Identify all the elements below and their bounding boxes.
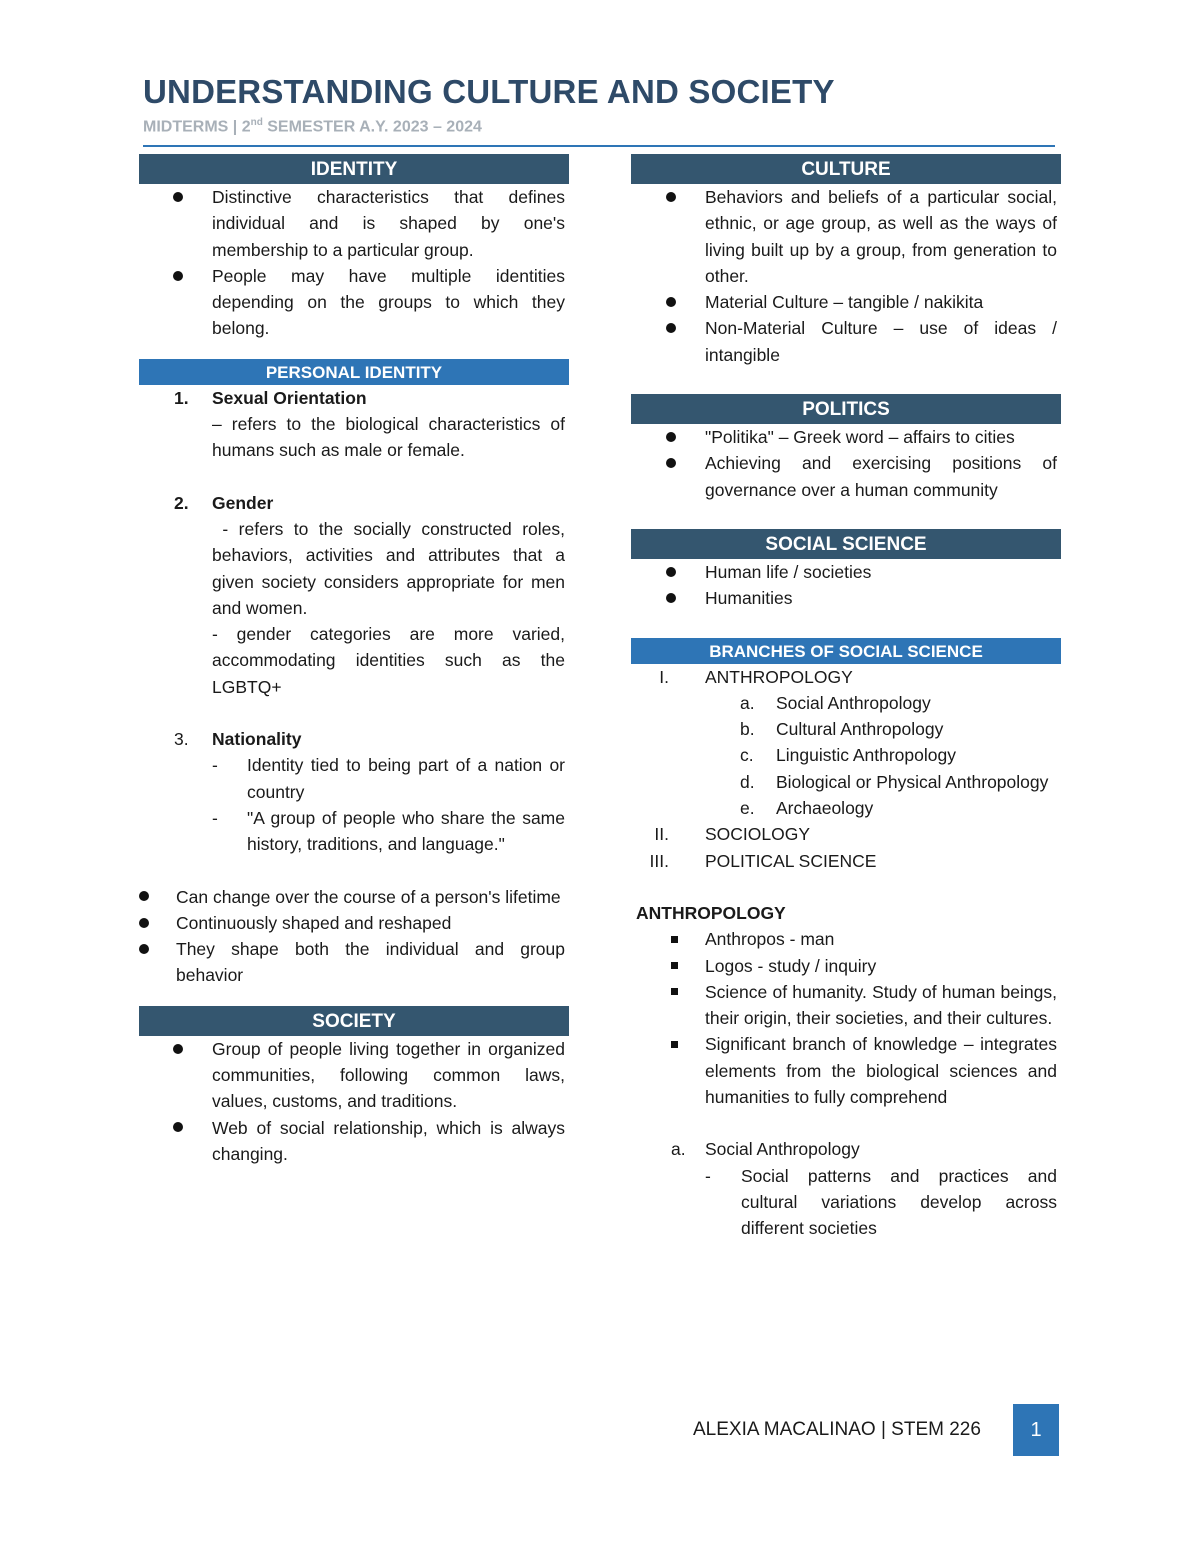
list-letter: c. [740, 745, 754, 766]
list-item-text: Cultural Anthropology [776, 719, 944, 740]
list-item-description: - gender categories are more varied, accommodating identities such as the LGBTQ+ [212, 624, 565, 697]
list-item [740, 742, 1057, 768]
list-letter: a. [740, 692, 755, 713]
list-item-text: Web of social relationship, which is always changing. [212, 1117, 565, 1164]
list-item [631, 664, 1057, 690]
list-item-text: Logos - study / inquiry [705, 955, 877, 976]
page-number: 1 [1013, 1404, 1059, 1456]
list-item-description: – refers to the biological characteristics of humans such as male or female. [212, 414, 565, 461]
anthropology-bullets [631, 926, 1061, 1110]
list-item-text: Anthropos - man [705, 929, 835, 950]
bullet-icon [139, 936, 176, 989]
list-item [139, 884, 565, 910]
culture-heading: CULTURE [631, 154, 1061, 184]
list-item-text: Continuously shaped and reshaped [176, 912, 452, 933]
society-heading: SOCIETY [139, 1006, 569, 1036]
nationality-sublist [174, 752, 565, 857]
square-bullet-icon [671, 953, 705, 979]
list-number: 3. [174, 729, 189, 750]
dash-marker: - [705, 1165, 711, 1186]
identity-heading: IDENTITY [139, 154, 569, 184]
list-item-text: They shape both the individual and group behavior [176, 939, 565, 986]
branch-name: SOCIOLOGY [705, 824, 811, 845]
branches-heading: BRANCHES OF SOCIAL SCIENCE [631, 638, 1061, 664]
right-column [631, 154, 1061, 1242]
list-item [740, 716, 1057, 742]
list-item [666, 585, 1057, 611]
roman-numeral: II. [654, 824, 669, 845]
list-letter: a. [671, 1139, 686, 1160]
document-subtitle [143, 113, 482, 137]
bullet-icon [666, 424, 705, 450]
list-item-text: People may have multiple identities depending on the groups to which they belong. [212, 265, 565, 339]
list-item [671, 1163, 1057, 1242]
document-title: UNDERSTANDING CULTURE AND SOCIETY [143, 73, 835, 110]
list-item [139, 910, 565, 936]
list-item-title: Gender [212, 492, 274, 513]
bullet-icon [173, 1115, 212, 1168]
list-item-title: Nationality [212, 729, 302, 750]
list-letter: b. [740, 719, 755, 740]
list-number: 1. [174, 387, 189, 408]
social-anthropology-section [631, 1136, 1061, 1241]
bullet-icon [173, 263, 212, 342]
list-item [740, 769, 1057, 795]
title-divider [143, 145, 1055, 147]
list-item [666, 424, 1057, 450]
list-item-text: Social patterns and practices and cultural variations develop across different societies [741, 1165, 1057, 1239]
footer-author: ALEXIA MACALINAO | STEM 226 [693, 1419, 981, 1440]
list-item [671, 1031, 1057, 1110]
list-item [666, 184, 1057, 289]
square-bullet-icon [671, 1031, 705, 1110]
list-item [671, 953, 1057, 979]
anthropology-sublist [631, 690, 1057, 821]
roman-numeral: III. [649, 850, 669, 871]
list-item [666, 315, 1057, 368]
subtitle-superscript: nd [250, 117, 263, 128]
list-item-title: Social Anthropology [705, 1139, 860, 1160]
list-item [173, 184, 565, 263]
list-item [666, 559, 1057, 585]
subtitle-suffix: SEMESTER A.Y. 2023 – 2024 [262, 118, 482, 136]
social-science-heading: SOCIAL SCIENCE [631, 529, 1061, 559]
branch-name: POLITICAL SCIENCE [705, 850, 877, 871]
list-item-text: Humanities [705, 588, 793, 609]
list-item-text: Human life / societies [705, 561, 872, 582]
list-letter: e. [740, 798, 755, 819]
list-item [666, 289, 1057, 315]
list-item-text: Linguistic Anthropology [776, 745, 956, 766]
list-item-text: "Politika" – Greek word – affairs to cities [705, 427, 1015, 448]
subtitle-prefix: MIDTERMS | 2 [143, 118, 251, 136]
list-item [740, 795, 1057, 821]
politics-heading: POLITICS [631, 394, 1061, 424]
list-item-text: Non-Material Culture – use of ideas / intangible [705, 318, 1057, 365]
list-item [174, 726, 565, 752]
list-item [212, 805, 565, 858]
list-item [671, 1136, 1057, 1162]
square-bullet-icon [671, 979, 705, 1032]
list-item [631, 821, 1057, 847]
bullet-icon [666, 184, 705, 289]
bullet-icon [139, 884, 176, 910]
square-bullet-icon [671, 926, 705, 952]
left-column [139, 154, 569, 1167]
list-item [174, 385, 565, 411]
list-letter: d. [740, 771, 755, 792]
list-item [174, 490, 565, 516]
bullet-icon [173, 184, 212, 263]
list-item [173, 263, 565, 342]
list-item-description: - refers to the socially constructed roles, behaviors, activities and attributes that a given society considers appropriate for men and women. [212, 518, 570, 618]
list-item [139, 936, 565, 989]
list-item [173, 1036, 565, 1115]
bullet-icon [666, 559, 705, 585]
list-item-text: Can change over the course of a person's lifetime [176, 886, 561, 907]
roman-numeral: I. [659, 666, 669, 687]
identity-bullets [139, 184, 569, 342]
bullet-icon [666, 289, 705, 315]
list-item [671, 979, 1057, 1032]
list-item-text: Distinctive characteristics that defines individual and is shaped by one's membership to a particular group. [212, 187, 565, 260]
list-item-text: Archaeology [776, 798, 874, 819]
personal-identity-list [139, 385, 569, 858]
list-item-text: Biological or Physical Anthropology [776, 771, 1049, 792]
list-item [212, 752, 565, 805]
list-item-text: "A group of people who share the same history, traditions, and language." [247, 807, 565, 855]
bullet-icon [666, 450, 705, 503]
identity-general-bullets [139, 884, 569, 989]
list-item-text: Identity tied to being part of a nation or country [247, 755, 565, 802]
dash-marker: - [212, 807, 218, 828]
list-item-text: Social Anthropology [776, 692, 931, 713]
list-item [671, 926, 1057, 952]
society-bullets [139, 1036, 569, 1167]
list-item-text: Science of humanity. Study of human beings, their origin, their societies, and their cultures. [705, 981, 1057, 1029]
branches-list [631, 664, 1061, 874]
list-item [666, 450, 1057, 503]
list-item [740, 690, 1057, 716]
list-item-text: Behaviors and beliefs of a particular social, ethnic, or age group, as well as the ways of living built up by a group, from generation to other. [705, 187, 1057, 286]
list-item-text: Achieving and exercising positions of governance over a human community [705, 453, 1057, 500]
list-number: 2. [174, 492, 189, 513]
list-item [173, 1115, 565, 1168]
social-science-bullets [631, 559, 1061, 612]
list-item-text: Significant branch of knowledge – integrates elements from the biological sciences and humanities to fully comprehend [705, 1034, 1057, 1108]
bullet-icon [173, 1036, 212, 1115]
politics-bullets [631, 424, 1061, 503]
bullet-icon [139, 910, 176, 936]
dash-marker: - [212, 755, 218, 776]
list-item-text: Material Culture – tangible / nakikita [705, 292, 984, 313]
bullet-icon [666, 315, 705, 368]
culture-bullets [631, 184, 1061, 368]
bullet-icon [666, 585, 705, 611]
list-item-text: Group of people living together in organized communities, following common laws, values, customs, and traditions. [212, 1038, 565, 1112]
branch-name: ANTHROPOLOGY [705, 666, 853, 687]
list-item-title: Sexual Orientation [212, 387, 367, 408]
anthropology-heading: ANTHROPOLOGY [636, 902, 786, 923]
personal-identity-heading: PERSONAL IDENTITY [139, 359, 569, 385]
list-item [631, 848, 1057, 874]
